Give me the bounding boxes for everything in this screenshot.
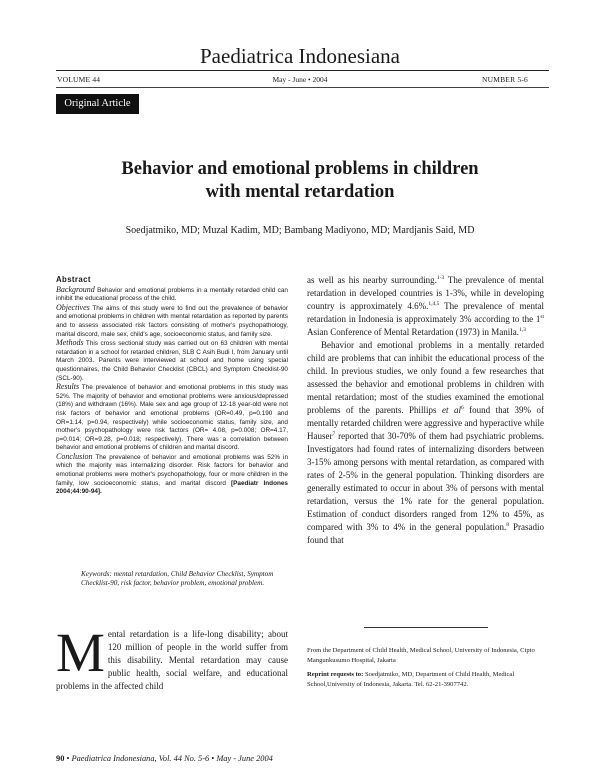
body-paragraph-2: Behavior and emotional problems in a mentally retarded child are problems that can inhibit the educational process of the child. In previous studies, we only found a few researches that assessed the behavior and emotional problems in children with mental retardation; most of the studies examined the emotional problems of the parents. Phillips et $al^6$ found that 39% of mentally retarded children were aggressive and hyperactive while Hauser$^7$ reported that 30-70% of them had psychiatric problems. Investigators had found rates of internalizing disorders between 3-15% among persons with mental retardation, as compared with rates of 2-5% in the general population. Thinking disorders are generally estimated to occur in about 3% of persons with mental retardation, versus the 1% rate for the general population. Estimation of conduct disorders ranged from 12% to 45%, as compared with 3% to 4% in the general population.$^8$ Prasadio found that: [307, 340, 544, 545]
reference-superscript: 7: [332, 431, 336, 437]
reference-superscript: 8: [506, 522, 510, 528]
body-paragraph-1: as well as his nearby surrounding.$^{1-3}$ The prevalence of mental retardation in developed countries is 1-3%, while in developing country is approximately 4.6%.$^{1,4,5}$ The prevalence of mental retardation in Indonesia is approximately 3% according to the 1st Asian Conference of Mental Retardation (1973) in Manila.$^{1,3}$: [307, 275, 544, 337]
abstract-conclusion-label: Conclusion: [56, 451, 93, 461]
article-title: [60, 158, 540, 204]
article-title-line-1: Behavior and emotional problems in children: [121, 159, 479, 179]
abstract-conclusion-text: The prevalence of behavior and emotional problems was 52% in which the majority was internalizing disorder. Risk factors for behavior and emotional problems were mother's psychopathology, four or more children in the family, low socioeconomic status, and marital discord: [56, 453, 288, 487]
keywords-text: mental retardation, Child Behavior Checklist, Symptom Checklist-90, risk factor, behavior problem, emotional problem.: [81, 570, 274, 588]
intro-paragraph: [56, 622, 288, 693]
abstract: [56, 276, 288, 497]
footnote-reprint: Reprint requests to: Soedjatmiko, MD, Department of Child Health, Medical School,University of Indonesia, Jakarta. Tel. 62-21-3907742.: [307, 671, 515, 688]
reference-superscript: 1,3: [518, 327, 526, 333]
header-rule-top: [56, 70, 549, 71]
issue-number: NUMBER 5-6: [482, 75, 528, 84]
intro-text: ental retardation is a life-long disability; about 120 million of people in the world suffer from this disability. Mental retardation may cause public health, social welfare, and educational problems in the affected child: [56, 629, 288, 691]
footnote-affiliation: From the Department of Child Health, Medical School, University of Indonesia, Cipto Mangunkusumo Hospital, Jakarta: [307, 647, 535, 664]
article-title-line-2: with mental retardation: [205, 182, 395, 202]
footnote: [307, 646, 544, 694]
journal-title: Paediatrica Indonesiana: [200, 44, 400, 68]
abstract-background-text: Behavior and emotional problems in a mentally retarded child can inhibit the educational process of the child.: [56, 286, 288, 303]
body-right-column: [307, 274, 544, 547]
abstract-methods-label: Methods: [56, 338, 84, 348]
abstract-citation: [Paediatr Indones 2004;44:90-94].: [56, 479, 288, 496]
issue-date: May - June • 2004: [272, 75, 328, 84]
ordinal-superscript: st: [540, 314, 544, 320]
header-rule-bottom: [56, 87, 549, 88]
abstract-methods-text: This cross sectional study was carried out on 63 children with mental retardation in a school for retarded children, SLB C Asih Budi I, from January until March 2003. Parents were interviewed at school and home using special questionnaires, the Child Behavior Checklist (CBCL) and Symptom Checklist-90 (SCL-90).: [56, 340, 288, 382]
abstract-objectives-text: The aims of this study were to find out the prevalence of behavior and emotional problems in children with mental retardation as reported by parents and to assess associated risk factors consisting of mother's psychopathology, marital discord, male sex, child's age, socioeconomic status, and family size.: [56, 304, 288, 338]
abstract-results-text: The prevalence of behavior and emotional problems in this study was 52%. The majority of behavior and emotional problems were anxious/depressed (18%) and withdrawn (16%). Male sex and age group of 12-18 year-old were not risk factors of behavior and emotional problems (OR=0.49, p=0.190 and OR=1.14, p=0.94, respectively) while socioeconomic status, family size, and mother's psychopathology were risk factors (OR= 4.08, p=0.008; OR=4.17, p=0.014; OR=9.28, p=0.018; respectively). There was a correlation between behavior and emotional problems of children and marital discord.: [56, 384, 288, 452]
abstract-objectives-label: Objectives: [56, 302, 90, 312]
abstract-background-label: Background: [56, 284, 95, 294]
drop-cap: M: [56, 622, 105, 683]
abstract-results-label: Results: [56, 382, 80, 392]
author-list: Soedjatmiko, MD; Muzal Kadim, MD; Bambang Madiyono, MD; Mardjanis Said, MD: [125, 225, 475, 236]
reference-superscript: 1,4,5: [428, 301, 440, 307]
article-type-badge: Original Article: [56, 94, 139, 114]
page-number: 90: [56, 754, 65, 763]
reference-superscript: 1-3: [436, 275, 445, 281]
footer-journal-info: Paediatrica Indonesiana, Vol. 44 No. 5-6 • May - June 2004: [71, 754, 273, 763]
keywords: [81, 570, 279, 588]
keywords-label: Keywords:: [81, 570, 112, 578]
page-footer: 90 • Paediatrica Indonesiana, Vol. 44 No. 5-6 • May - June 2004: [56, 754, 273, 763]
reference-superscript: 6: [460, 405, 464, 411]
footnote-divider: [364, 627, 488, 628]
volume-label: VOLUME 44: [57, 75, 101, 84]
abstract-heading: Abstract: [56, 275, 91, 284]
